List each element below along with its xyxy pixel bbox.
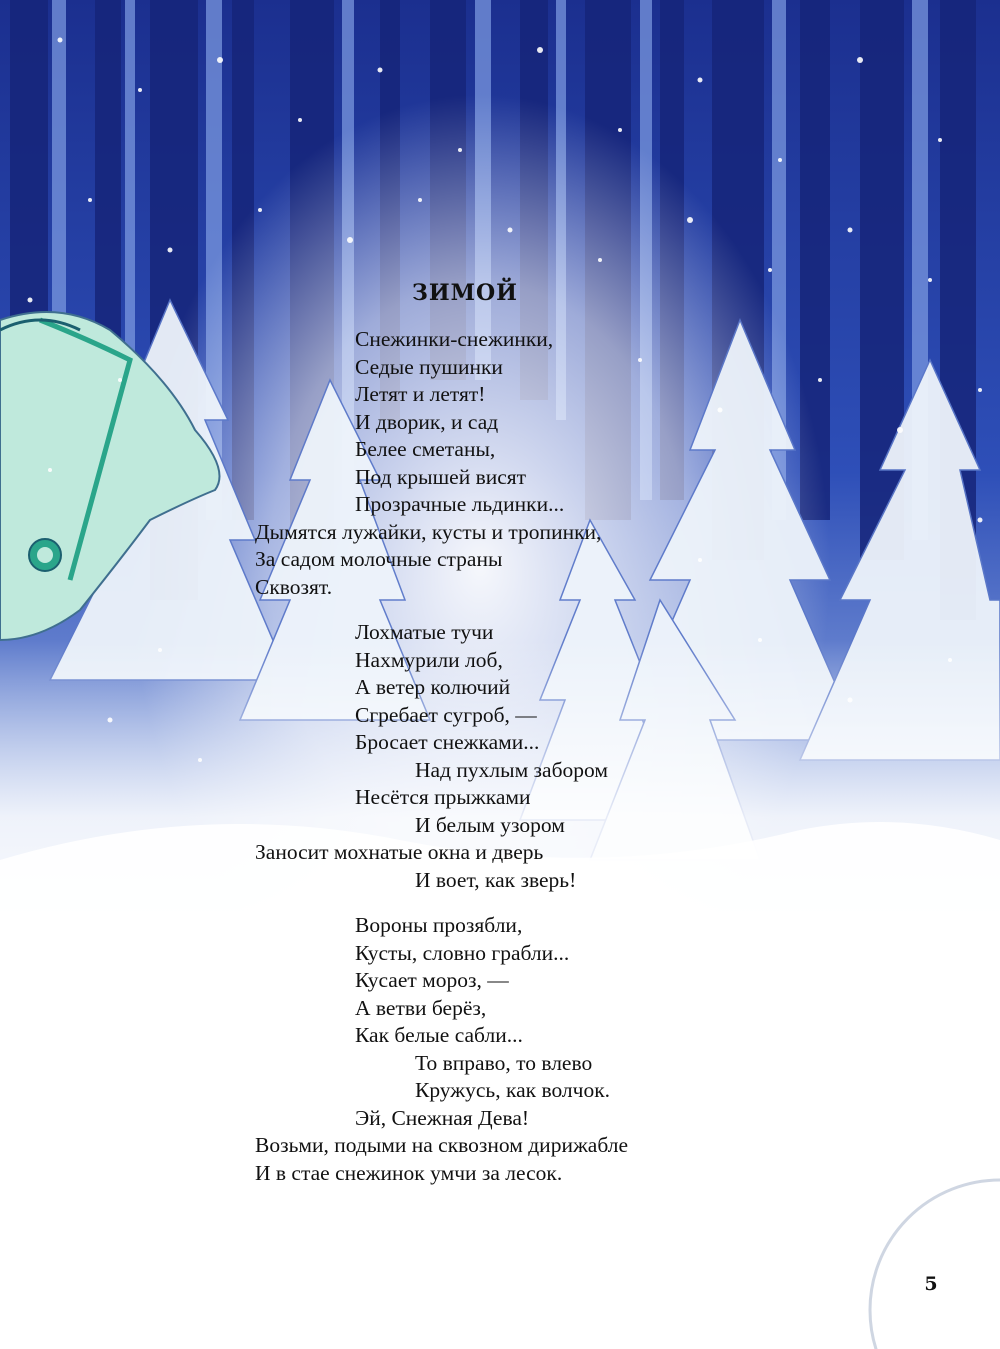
poem-line: Несётся прыжками [355,785,531,809]
poem-line: Как белые сабли... [355,1023,523,1047]
poem-title: ЗИМОЙ [412,280,518,306]
poem-line: А ветер колючий [355,675,511,699]
poem-line: Лохматые тучи [355,620,494,644]
stanza-gap [255,601,815,619]
poem-line: Нахмурили лоб, [355,647,503,672]
poem-line: А ветви берёз, [355,995,487,1020]
stanza-1 [255,326,815,601]
poem-line: Сгребает сугроб, — [355,702,537,727]
stanza-gap [255,894,815,912]
poem-line: Кусает мороз, — [355,968,509,992]
poem-line: Белее сметаны, [355,437,496,461]
page-number: 5 [924,1273,938,1295]
poem-line: Кружусь, как волчок. [415,1078,611,1102]
poem-line: Снежинки-снежинки, [355,327,554,351]
poem-line: То вправо, то влево [415,1050,593,1075]
poem-line: Над пухлым забором [415,757,608,782]
poem-line: Дымятся лужайки, кусты и тропинки, [255,519,602,544]
poem-line: И белым узором [415,812,565,837]
poem-line: Вороны прозябли, [355,913,523,937]
poem-line: Летят и летят! [355,382,486,406]
poem-line: И в стае снежинок умчи за лесок. [255,1160,563,1185]
poem-line: Бросает снежками... [355,730,540,754]
poem-line: Прозрачные льдинки... [355,492,565,516]
poem-line: Под крышей висят [355,464,527,489]
poem-line: Заносит мохнатые окна и дверь [255,840,544,864]
poem-body [255,326,815,1187]
poem-line: За садом молочные страны [255,547,503,571]
poem-line: Кусты, словно грабли... [355,940,570,965]
poem-line: Возьми, подыми на сквозном дирижабле [255,1133,629,1157]
poem-line: И дворик, и сад [355,409,499,434]
stanza-2 [255,619,815,894]
poem-line: Седые пушинки [355,354,503,379]
poem-line: И воет, как зверь! [415,867,577,892]
poem-line: Эй, Снежная Дева! [355,1105,530,1130]
stanza-3 [255,912,815,1187]
poem-line: Сквозят. [255,574,333,599]
